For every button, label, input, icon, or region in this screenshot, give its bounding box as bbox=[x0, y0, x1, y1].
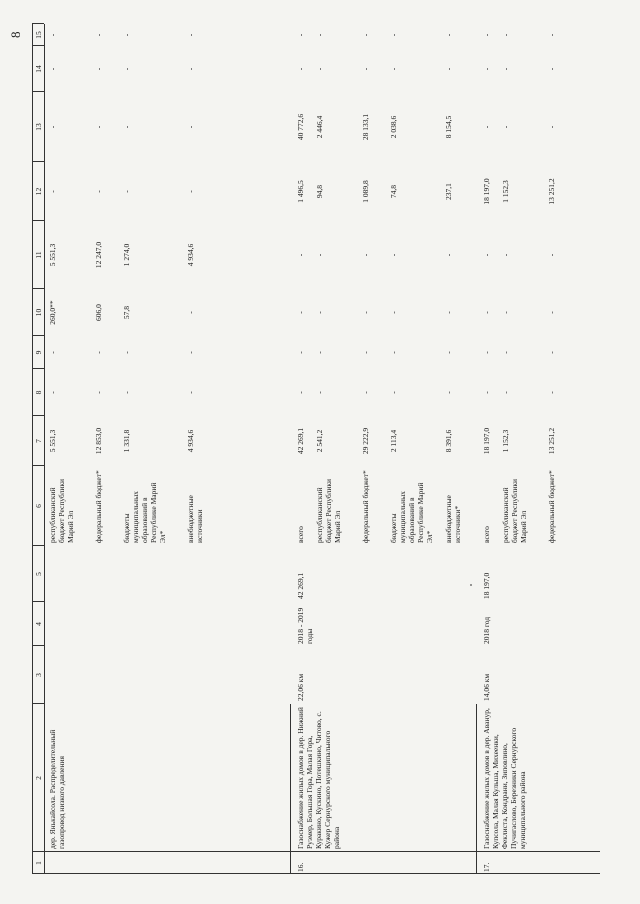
funding-value: - bbox=[94, 190, 103, 193]
funding-value: - bbox=[389, 67, 398, 71]
funding-value: - bbox=[444, 67, 453, 71]
funding-value: - bbox=[122, 67, 131, 71]
funding-value: - bbox=[315, 67, 324, 71]
funding-value: 1 496,5 bbox=[296, 180, 305, 203]
funding-value: - bbox=[389, 253, 398, 257]
funding-value: - bbox=[48, 125, 57, 129]
funding-value: - bbox=[315, 311, 324, 314]
funding-source: республиканский бюджет Республики Марий Эл bbox=[315, 478, 342, 543]
funding-value: - bbox=[444, 391, 453, 394]
funding-value: 4 934,6 bbox=[186, 243, 195, 267]
column-number: 15 bbox=[34, 31, 43, 39]
column-divider bbox=[32, 873, 600, 874]
funding-value: 74,8 bbox=[389, 184, 398, 199]
funding-value: 13 251,2 bbox=[547, 427, 556, 455]
funding-value: 1 331,8 bbox=[122, 429, 131, 453]
funding-value: - bbox=[186, 67, 195, 71]
column-number: 12 bbox=[34, 187, 43, 196]
funding-value: - bbox=[482, 253, 491, 257]
funding-value: - bbox=[315, 33, 324, 37]
funding-value: - bbox=[186, 351, 195, 354]
row-divider bbox=[290, 704, 291, 874]
funding-value: 18 197,0 bbox=[482, 178, 491, 205]
funding-value: - bbox=[482, 125, 491, 129]
object-length: 22,06 км bbox=[296, 673, 305, 701]
funding-source: бюджеты муниципальных образований в Республике Марий Эл* bbox=[122, 482, 167, 543]
funding-value: 1 089,8 bbox=[361, 180, 370, 203]
estimated-cost: 42 269,1 bbox=[296, 572, 305, 599]
funding-value: - bbox=[296, 391, 305, 394]
funding-value: - bbox=[547, 67, 556, 71]
funding-source: всего bbox=[482, 526, 491, 543]
funding-value: - bbox=[122, 351, 131, 354]
funding-value: - bbox=[296, 351, 305, 354]
funding-value: 28 133,1 bbox=[361, 113, 370, 141]
funding-value: - bbox=[296, 33, 305, 37]
object-name: Газоснабжение жилых домов в дер. Нижний Руэмер, Большая Гора, Малая Гора, Куракино, Кускино, Потешкино, Читово, с. Кужер Сернурского муниципального района bbox=[296, 707, 341, 849]
funding-value: - bbox=[389, 351, 398, 354]
column-number: 2 bbox=[34, 776, 43, 780]
funding-value: - bbox=[501, 253, 510, 257]
funding-value: 8 391,6 bbox=[444, 429, 453, 453]
funding-value: - bbox=[48, 391, 57, 394]
funding-value: - bbox=[482, 33, 491, 37]
funding-value: - bbox=[501, 67, 510, 71]
row-number: 17. bbox=[482, 862, 491, 872]
funding-value: 2 541,2 bbox=[315, 429, 324, 453]
column-number: 13 bbox=[34, 123, 43, 131]
funding-value: - bbox=[315, 391, 324, 394]
funding-value: - bbox=[94, 67, 103, 71]
funding-value: - bbox=[94, 351, 103, 354]
funding-value: - bbox=[547, 311, 556, 314]
object-length: 14,06 км bbox=[482, 673, 491, 701]
column-number: 6 bbox=[34, 504, 43, 508]
funding-value: - bbox=[122, 33, 131, 37]
column-number: 9 bbox=[34, 350, 43, 355]
funding-source: бюджеты муниципальных образований в Республике Марий Эл* bbox=[389, 482, 434, 543]
object-name: Газоснабжение жилых домов в дер. Аванур, Купсола, Малая Кульша, Михеенки, Феклиста, Кондрани, Зиповлино, Пучигаслово, Березники Сернурского муниципального района bbox=[482, 708, 527, 849]
funding-value: - bbox=[186, 391, 195, 394]
header-bottom-line bbox=[44, 24, 45, 874]
funding-source: федеральный бюджет* bbox=[94, 470, 103, 543]
row-divider bbox=[476, 704, 477, 874]
funding-value: 57,8 bbox=[122, 305, 131, 320]
funding-value: - bbox=[296, 67, 305, 71]
funding-value: 29 222,9 bbox=[361, 427, 370, 455]
funding-value: 2 446,4 bbox=[315, 115, 324, 139]
funding-value: 1 152,3 bbox=[501, 180, 510, 203]
funding-value: - bbox=[444, 311, 453, 314]
funding-value: - bbox=[48, 67, 57, 71]
funding-value: 18 197,0 bbox=[482, 427, 491, 455]
funding-value: - bbox=[501, 125, 510, 129]
funding-value: 2 038,6 bbox=[389, 115, 398, 139]
funding-value: - bbox=[296, 253, 305, 257]
funding-value: - bbox=[186, 311, 195, 314]
funding-value: 12 247,0 bbox=[94, 241, 103, 269]
funding-value: - bbox=[186, 190, 195, 193]
funding-value: 4 934,6 bbox=[186, 429, 195, 453]
funding-value: - bbox=[501, 391, 510, 394]
funding-value: - bbox=[315, 351, 324, 354]
funding-value: - bbox=[361, 351, 370, 354]
column-number: 4 bbox=[34, 622, 43, 626]
funding-value: - bbox=[122, 125, 131, 129]
object-name: дер. Янькайсола. Распределительный газопровод низкого давления bbox=[48, 729, 66, 849]
funding-value: - bbox=[547, 351, 556, 354]
funding-value: 13 251,2 bbox=[547, 178, 556, 205]
funding-value: - bbox=[94, 125, 103, 129]
implementation-period: 2018 - 2019 годы bbox=[296, 607, 314, 644]
funding-value: - bbox=[48, 33, 57, 37]
funding-value: - bbox=[315, 253, 324, 257]
funding-value: 5 551,3 bbox=[48, 243, 57, 267]
funding-source: внебюджетные источники bbox=[186, 495, 204, 543]
column-number: 14 bbox=[34, 65, 43, 73]
funding-value: - bbox=[547, 125, 556, 129]
funding-value: - bbox=[444, 253, 453, 257]
funding-value: - bbox=[547, 391, 556, 394]
funding-value: - bbox=[361, 253, 370, 257]
funding-value: - bbox=[186, 125, 195, 129]
funding-value: 2 113,4 bbox=[389, 429, 398, 453]
funding-value: - bbox=[547, 33, 556, 37]
funding-value: - bbox=[361, 33, 370, 37]
funding-value: - bbox=[186, 33, 195, 37]
funding-value: - bbox=[389, 391, 398, 394]
funding-value: - bbox=[444, 33, 453, 37]
funding-value: - bbox=[361, 67, 370, 71]
funding-value: 606,0 bbox=[94, 304, 103, 321]
funding-value: 1 152,3 bbox=[501, 429, 510, 453]
funding-value: - bbox=[94, 33, 103, 37]
funding-value: - bbox=[501, 33, 510, 37]
funding-value: - bbox=[444, 351, 453, 354]
funding-value: 12 853,0 bbox=[94, 427, 103, 455]
column-number: 5 bbox=[34, 572, 43, 576]
funding-value: 260,0** bbox=[48, 300, 57, 325]
funding-value: 1 274,0 bbox=[122, 243, 131, 267]
funding-value: - bbox=[482, 351, 491, 354]
funding-source: внебюджетные источники* bbox=[444, 495, 462, 543]
column-number: 7 bbox=[34, 439, 43, 443]
funding-value: - bbox=[389, 311, 398, 314]
funding-source: республиканский бюджет Республики Марий Эл bbox=[48, 478, 75, 543]
estimated-cost: 18 197,0 bbox=[482, 572, 491, 599]
funding-value: - bbox=[94, 391, 103, 394]
column-number: 10 bbox=[34, 308, 43, 317]
funding-value: 40 772,6 bbox=[296, 113, 305, 141]
column-divider bbox=[32, 851, 600, 852]
funding-value: - bbox=[48, 190, 57, 193]
header-top-line bbox=[32, 24, 33, 874]
funding-value: - bbox=[48, 351, 57, 354]
funding-value: - bbox=[389, 33, 398, 37]
funding-value: - bbox=[482, 67, 491, 71]
funding-value: 94,8 bbox=[315, 184, 324, 199]
implementation-period: 2018 год bbox=[482, 616, 491, 644]
funding-value: - bbox=[122, 190, 131, 193]
page-number: 8 bbox=[8, 31, 23, 38]
funding-value: 42 269,1 bbox=[296, 427, 305, 455]
funding-value: - bbox=[501, 311, 510, 314]
column-number: 11 bbox=[34, 251, 43, 259]
column-number: 8 bbox=[34, 390, 43, 395]
funding-value: 237,1 bbox=[444, 183, 453, 200]
funding-value: - bbox=[482, 391, 491, 394]
column-number: 1 bbox=[34, 861, 43, 865]
scan-speck bbox=[470, 584, 472, 586]
funding-value: - bbox=[122, 391, 131, 394]
funding-source: федеральный бюджет* bbox=[361, 470, 370, 543]
funding-value: - bbox=[482, 311, 491, 314]
row-number: 16. bbox=[296, 862, 305, 872]
funding-value: - bbox=[296, 311, 305, 314]
funding-value: - bbox=[361, 391, 370, 394]
funding-source: федеральный бюджет* bbox=[547, 470, 556, 543]
funding-source: всего bbox=[296, 526, 305, 543]
funding-source: республиканский бюджет Республики Марий Эл bbox=[501, 478, 528, 543]
funding-value: - bbox=[501, 351, 510, 354]
column-number: 3 bbox=[34, 673, 43, 677]
funding-value: - bbox=[361, 311, 370, 314]
funding-value: 8 154,5 bbox=[444, 115, 453, 139]
funding-value: - bbox=[547, 253, 556, 257]
funding-value: 5 551,3 bbox=[48, 429, 57, 453]
